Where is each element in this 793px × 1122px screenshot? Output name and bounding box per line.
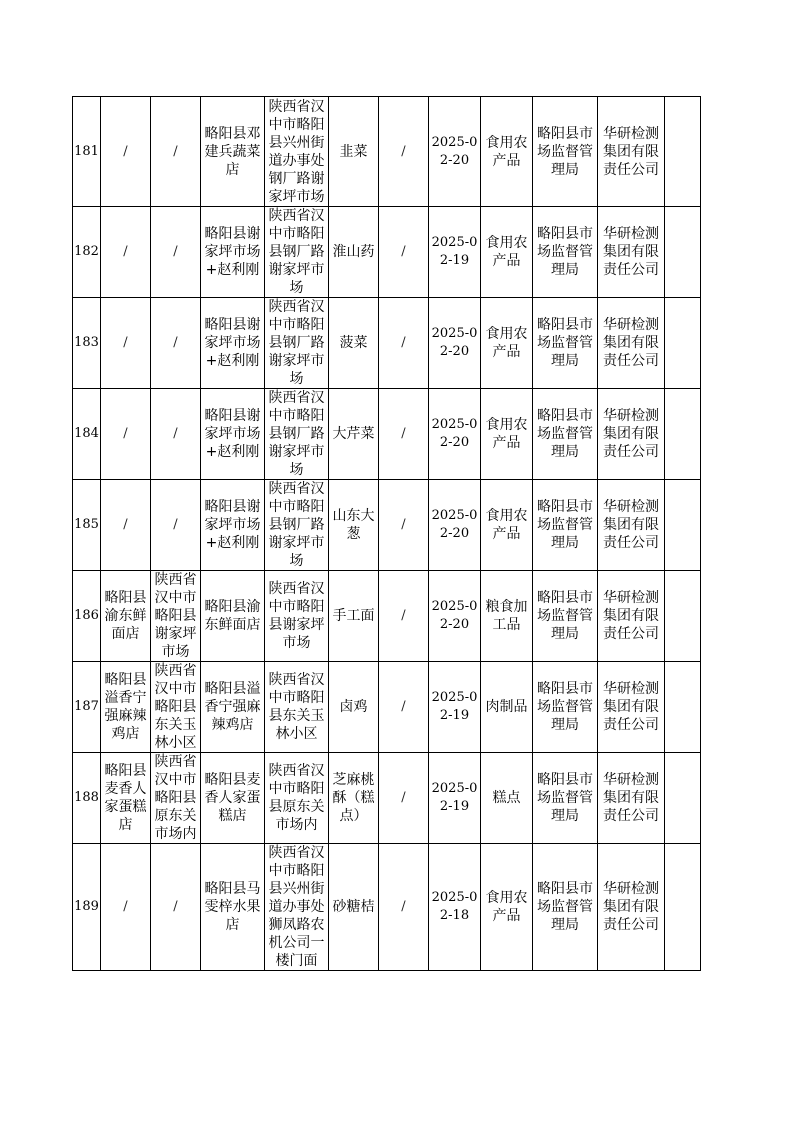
product-spec: / (379, 753, 429, 844)
product-name: 大芹菜 (329, 389, 379, 480)
producer-name: / (101, 207, 151, 298)
row-number: 181 (73, 97, 101, 207)
producer-address: / (151, 298, 201, 389)
product-name: 芝麻桃酥（糕点） (329, 753, 379, 844)
producer-address: / (151, 844, 201, 971)
remark (665, 571, 701, 662)
seller-name: 略阳县谢家坪市场+赵利刚 (201, 298, 265, 389)
producer-address: / (151, 207, 201, 298)
remark (665, 844, 701, 971)
row-number: 189 (73, 844, 101, 971)
table-row (73, 844, 701, 971)
task-source: 略阳县市场监督管理局 (533, 662, 598, 753)
seller-address: 陕西省汉中市略阳县谢家坪市场 (265, 571, 329, 662)
producer-name: 略阳县溢香宁强麻辣鸡店 (101, 662, 151, 753)
task-source: 略阳县市场监督管理局 (533, 207, 598, 298)
testing-lab: 华研检测集团有限责任公司 (598, 571, 665, 662)
producer-name: / (101, 97, 151, 207)
producer-name: 略阳县麦香人家蛋糕店 (101, 753, 151, 844)
product-spec: / (379, 844, 429, 971)
product-name: 菠菜 (329, 298, 379, 389)
producer-address: / (151, 389, 201, 480)
task-source: 略阳县市场监督管理局 (533, 389, 598, 480)
row-number: 182 (73, 207, 101, 298)
sample-date: 2025-02-20 (429, 480, 481, 571)
task-source: 略阳县市场监督管理局 (533, 571, 598, 662)
food-category: 食用农产品 (481, 480, 533, 571)
row-number: 186 (73, 571, 101, 662)
remark (665, 480, 701, 571)
product-spec: / (379, 298, 429, 389)
seller-address: 陕西省汉中市略阳县钢厂路谢家坪市场 (265, 480, 329, 571)
sample-date: 2025-02-20 (429, 97, 481, 207)
product-spec: / (379, 389, 429, 480)
seller-name: 略阳县马雯梓水果店 (201, 844, 265, 971)
table-row (73, 97, 701, 207)
task-source: 略阳县市场监督管理局 (533, 97, 598, 207)
remark (665, 389, 701, 480)
task-source: 略阳县市场监督管理局 (533, 844, 598, 971)
task-source: 略阳县市场监督管理局 (533, 480, 598, 571)
food-category: 粮食加工品 (481, 571, 533, 662)
seller-address: 陕西省汉中市略阳县东关玉林小区 (265, 662, 329, 753)
task-source: 略阳县市场监督管理局 (533, 298, 598, 389)
product-name: 淮山药 (329, 207, 379, 298)
remark (665, 298, 701, 389)
product-spec: / (379, 662, 429, 753)
sample-date: 2025-02-19 (429, 662, 481, 753)
sample-date: 2025-02-20 (429, 298, 481, 389)
testing-lab: 华研检测集团有限责任公司 (598, 753, 665, 844)
seller-name: 略阳县谢家坪市场+赵利刚 (201, 389, 265, 480)
row-number: 188 (73, 753, 101, 844)
sample-date: 2025-02-18 (429, 844, 481, 971)
producer-name: / (101, 298, 151, 389)
food-category: 食用农产品 (481, 389, 533, 480)
seller-address: 陕西省汉中市略阳县兴州街道办事处钢厂路谢家坪市场 (265, 97, 329, 207)
remark (665, 753, 701, 844)
testing-lab: 华研检测集团有限责任公司 (598, 844, 665, 971)
remark (665, 207, 701, 298)
food-category: 食用农产品 (481, 207, 533, 298)
food-category: 糕点 (481, 753, 533, 844)
producer-address: 陕西省汉中市略阳县东关玉林小区 (151, 662, 201, 753)
seller-name: 略阳县麦香人家蛋糕店 (201, 753, 265, 844)
product-spec: / (379, 571, 429, 662)
product-name: 韭菜 (329, 97, 379, 207)
row-number: 184 (73, 389, 101, 480)
food-category: 食用农产品 (481, 844, 533, 971)
product-name: 砂糖桔 (329, 844, 379, 971)
testing-lab: 华研检测集团有限责任公司 (598, 389, 665, 480)
table-row (73, 389, 701, 480)
testing-lab: 华研检测集团有限责任公司 (598, 480, 665, 571)
testing-lab: 华研检测集团有限责任公司 (598, 97, 665, 207)
product-spec: / (379, 480, 429, 571)
table-row (73, 207, 701, 298)
sample-date: 2025-02-20 (429, 571, 481, 662)
product-name: 手工面 (329, 571, 379, 662)
table-row (73, 298, 701, 389)
seller-name: 略阳县渝东鲜面店 (201, 571, 265, 662)
product-name: 山东大葱 (329, 480, 379, 571)
table-row (73, 662, 701, 753)
seller-address: 陕西省汉中市略阳县兴州街道办事处狮凤路农机公司一楼门面 (265, 844, 329, 971)
sample-date: 2025-02-19 (429, 753, 481, 844)
producer-name: / (101, 389, 151, 480)
seller-address: 陕西省汉中市略阳县钢厂路谢家坪市场 (265, 298, 329, 389)
producer-name: / (101, 480, 151, 571)
producer-address: 陕西省汉中市略阳县谢家坪市场 (151, 571, 201, 662)
product-spec: / (379, 207, 429, 298)
table-row (73, 480, 701, 571)
product-spec: / (379, 97, 429, 207)
table-row (73, 753, 701, 844)
seller-name: 略阳县谢家坪市场+赵利刚 (201, 207, 265, 298)
row-number: 187 (73, 662, 101, 753)
sampling-table (72, 96, 701, 971)
seller-name: 略阳县溢香宁强麻辣鸡店 (201, 662, 265, 753)
producer-address: / (151, 97, 201, 207)
row-number: 183 (73, 298, 101, 389)
remark (665, 97, 701, 207)
seller-address: 陕西省汉中市略阳县钢厂路谢家坪市场 (265, 389, 329, 480)
producer-address: 陕西省汉中市略阳县原东关市场内 (151, 753, 201, 844)
product-name: 卤鸡 (329, 662, 379, 753)
task-source: 略阳县市场监督管理局 (533, 753, 598, 844)
table-row (73, 571, 701, 662)
seller-name: 略阳县邓建兵蔬菜店 (201, 97, 265, 207)
sample-date: 2025-02-20 (429, 389, 481, 480)
producer-address: / (151, 480, 201, 571)
sample-date: 2025-02-19 (429, 207, 481, 298)
testing-lab: 华研检测集团有限责任公司 (598, 298, 665, 389)
testing-lab: 华研检测集团有限责任公司 (598, 207, 665, 298)
seller-name: 略阳县谢家坪市场+赵利刚 (201, 480, 265, 571)
food-category: 食用农产品 (481, 298, 533, 389)
seller-address: 陕西省汉中市略阳县原东关市场内 (265, 753, 329, 844)
producer-name: / (101, 844, 151, 971)
remark (665, 662, 701, 753)
seller-address: 陕西省汉中市略阳县钢厂路谢家坪市场 (265, 207, 329, 298)
testing-lab: 华研检测集团有限责任公司 (598, 662, 665, 753)
row-number: 185 (73, 480, 101, 571)
producer-name: 略阳县渝东鲜面店 (101, 571, 151, 662)
food-category: 食用农产品 (481, 97, 533, 207)
food-category: 肉制品 (481, 662, 533, 753)
